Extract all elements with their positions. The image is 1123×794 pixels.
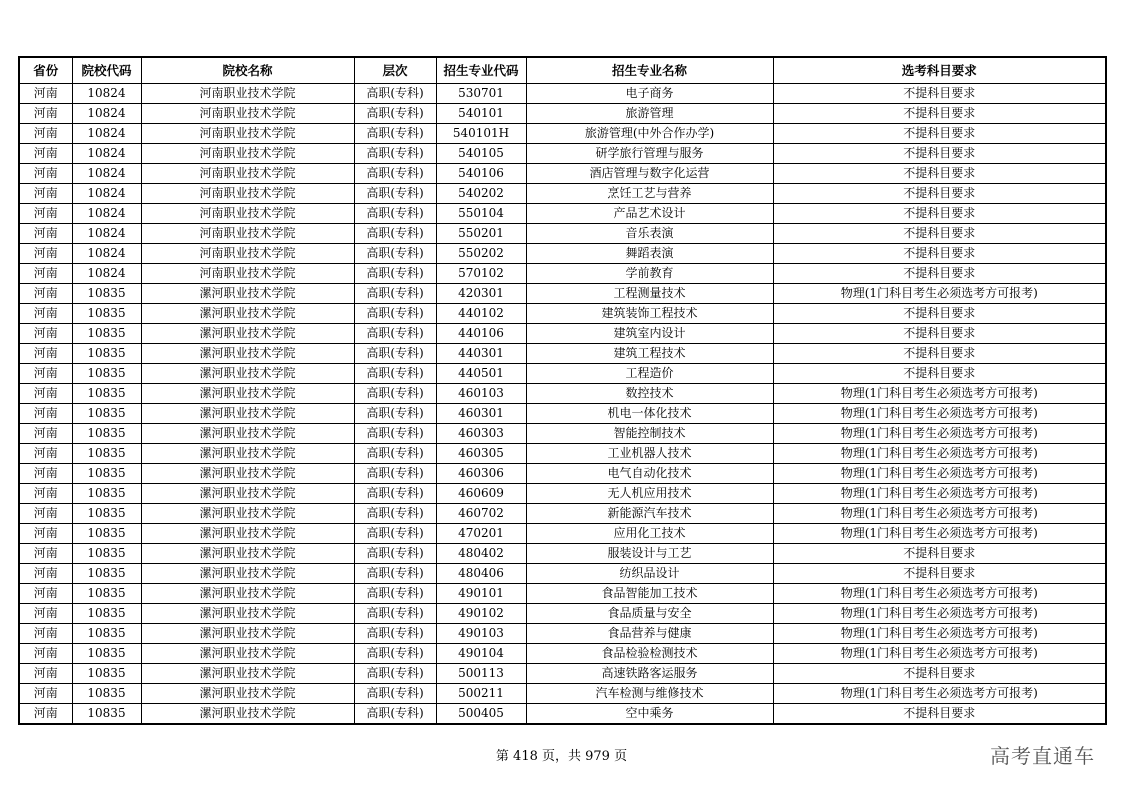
table-cell: 无人机应用技术	[526, 484, 773, 504]
table-cell: 10824	[72, 244, 141, 264]
table-cell: 高职(专科)	[354, 384, 436, 404]
table-cell: 10824	[72, 204, 141, 224]
table-cell: 漯河职业技术学院	[141, 324, 354, 344]
table-row	[19, 564, 1106, 584]
table-cell: 10824	[72, 164, 141, 184]
table-cell: 高职(专科)	[354, 264, 436, 284]
watermark-text: 高考直通车	[990, 744, 1095, 768]
table-cell: 物理(1门科目考生必须选考方可报考)	[773, 464, 1106, 484]
table-cell: 工业机器人技术	[526, 444, 773, 464]
table-cell: 10835	[72, 664, 141, 684]
table-cell: 酒店管理与数字化运营	[526, 164, 773, 184]
table-cell: 食品智能加工技术	[526, 584, 773, 604]
table-cell: 河南	[19, 504, 72, 524]
table-cell: 河南	[19, 704, 72, 725]
table-cell: 570102	[436, 264, 526, 284]
table-row	[19, 704, 1106, 725]
table-row	[19, 684, 1106, 704]
table-cell: 物理(1门科目考生必须选考方可报考)	[773, 484, 1106, 504]
table-cell: 物理(1门科目考生必须选考方可报考)	[773, 524, 1106, 544]
table-cell: 高职(专科)	[354, 144, 436, 164]
table-cell: 10824	[72, 224, 141, 244]
table-row	[19, 424, 1106, 444]
table-cell: 高职(专科)	[354, 164, 436, 184]
table-cell: 460609	[436, 484, 526, 504]
table-cell: 10835	[72, 364, 141, 384]
table-cell: 漯河职业技术学院	[141, 364, 354, 384]
table-cell: 河南职业技术学院	[141, 124, 354, 144]
table-cell: 10824	[72, 84, 141, 104]
table-cell: 高职(专科)	[354, 304, 436, 324]
table-cell: 漯河职业技术学院	[141, 344, 354, 364]
table-cell: 不提科目要求	[773, 164, 1106, 184]
table-row	[19, 84, 1106, 104]
table-cell: 物理(1门科目考生必须选考方可报考)	[773, 584, 1106, 604]
table-row	[19, 184, 1106, 204]
table-cell: 550202	[436, 244, 526, 264]
table-row	[19, 584, 1106, 604]
table-cell: 食品营养与健康	[526, 624, 773, 644]
table-cell: 物理(1门科目考生必须选考方可报考)	[773, 284, 1106, 304]
table-row	[19, 344, 1106, 364]
table-cell: 工程测量技术	[526, 284, 773, 304]
table-cell: 高职(专科)	[354, 464, 436, 484]
table-cell: 河南职业技术学院	[141, 204, 354, 224]
table-cell: 河南职业技术学院	[141, 104, 354, 124]
table-cell: 旅游管理(中外合作办学)	[526, 124, 773, 144]
table-cell: 高职(专科)	[354, 104, 436, 124]
table-cell: 高职(专科)	[354, 604, 436, 624]
table-cell: 河南	[19, 604, 72, 624]
table-row	[19, 604, 1106, 624]
table-cell: 漯河职业技术学院	[141, 684, 354, 704]
table-cell: 电气自动化技术	[526, 464, 773, 484]
table-cell: 490104	[436, 644, 526, 664]
table-cell: 440102	[436, 304, 526, 324]
table-cell: 10835	[72, 444, 141, 464]
table-cell: 河南	[19, 364, 72, 384]
table-cell: 460303	[436, 424, 526, 444]
table-row	[19, 324, 1106, 344]
table-cell: 河南	[19, 524, 72, 544]
table-cell: 10835	[72, 624, 141, 644]
table-cell: 440301	[436, 344, 526, 364]
table-cell: 10835	[72, 384, 141, 404]
table-row	[19, 444, 1106, 464]
table-cell: 不提科目要求	[773, 224, 1106, 244]
table-cell: 460301	[436, 404, 526, 424]
table-row	[19, 284, 1106, 304]
table-cell: 旅游管理	[526, 104, 773, 124]
table-cell: 河南职业技术学院	[141, 184, 354, 204]
table-cell: 河南	[19, 84, 72, 104]
table-cell: 高职(专科)	[354, 344, 436, 364]
table-cell: 440501	[436, 364, 526, 384]
table-cell: 高职(专科)	[354, 404, 436, 424]
table-cell: 河南	[19, 344, 72, 364]
table-cell: 河南	[19, 484, 72, 504]
table-cell: 河南职业技术学院	[141, 164, 354, 184]
table-row	[19, 404, 1106, 424]
table-cell: 产品艺术设计	[526, 204, 773, 224]
table-cell: 高职(专科)	[354, 184, 436, 204]
table-cell: 河南	[19, 564, 72, 584]
table-cell: 音乐表演	[526, 224, 773, 244]
table-cell: 460306	[436, 464, 526, 484]
table-cell: 物理(1门科目考生必须选考方可报考)	[773, 384, 1106, 404]
admission-table	[18, 56, 1107, 725]
table-cell: 530701	[436, 84, 526, 104]
table-cell: 不提科目要求	[773, 364, 1106, 384]
table-cell: 10835	[72, 344, 141, 364]
table-cell: 漯河职业技术学院	[141, 424, 354, 444]
column-header: 层次	[354, 57, 436, 84]
table-cell: 河南	[19, 224, 72, 244]
table-cell: 10824	[72, 264, 141, 284]
table-cell: 不提科目要求	[773, 544, 1106, 564]
table-row	[19, 124, 1106, 144]
table-cell: 不提科目要求	[773, 664, 1106, 684]
table-cell: 漯河职业技术学院	[141, 304, 354, 324]
table-row	[19, 224, 1106, 244]
table-cell: 舞蹈表演	[526, 244, 773, 264]
table-cell: 10835	[72, 584, 141, 604]
table-cell: 工程造价	[526, 364, 773, 384]
table-cell: 10824	[72, 184, 141, 204]
table-cell: 漯河职业技术学院	[141, 384, 354, 404]
table-cell: 不提科目要求	[773, 324, 1106, 344]
table-header-row	[19, 57, 1106, 84]
table-cell: 河南	[19, 444, 72, 464]
table-cell: 数控技术	[526, 384, 773, 404]
table-cell: 高职(专科)	[354, 704, 436, 725]
table-cell: 10835	[72, 544, 141, 564]
table-cell: 高职(专科)	[354, 284, 436, 304]
table-cell: 10835	[72, 644, 141, 664]
table-cell: 漯河职业技术学院	[141, 584, 354, 604]
table-cell: 漯河职业技术学院	[141, 484, 354, 504]
table-cell: 河南	[19, 684, 72, 704]
table-cell: 智能控制技术	[526, 424, 773, 444]
table-cell: 高职(专科)	[354, 364, 436, 384]
table-cell: 建筑工程技术	[526, 344, 773, 364]
table-cell: 高职(专科)	[354, 124, 436, 144]
table-cell: 漯河职业技术学院	[141, 624, 354, 644]
table-cell: 480402	[436, 544, 526, 564]
table-cell: 高职(专科)	[354, 424, 436, 444]
table-cell: 420301	[436, 284, 526, 304]
table-cell: 460305	[436, 444, 526, 464]
table-cell: 应用化工技术	[526, 524, 773, 544]
table-cell: 不提科目要求	[773, 204, 1106, 224]
table-cell: 漯河职业技术学院	[141, 544, 354, 564]
table-cell: 不提科目要求	[773, 564, 1106, 584]
table-cell: 漯河职业技术学院	[141, 644, 354, 664]
table-cell: 550104	[436, 204, 526, 224]
table-row	[19, 304, 1106, 324]
table-cell: 不提科目要求	[773, 344, 1106, 364]
table-cell: 高职(专科)	[354, 324, 436, 344]
table-cell: 高职(专科)	[354, 584, 436, 604]
table-cell: 高职(专科)	[354, 484, 436, 504]
table-cell: 电子商务	[526, 84, 773, 104]
table-cell: 河南	[19, 324, 72, 344]
table-cell: 建筑室内设计	[526, 324, 773, 344]
table-cell: 物理(1门科目考生必须选考方可报考)	[773, 424, 1106, 444]
table-cell: 河南	[19, 304, 72, 324]
table-cell: 10835	[72, 484, 141, 504]
table-cell: 河南	[19, 144, 72, 164]
table-cell: 物理(1门科目考生必须选考方可报考)	[773, 444, 1106, 464]
table-cell: 500113	[436, 664, 526, 684]
table-cell: 物理(1门科目考生必须选考方可报考)	[773, 644, 1106, 664]
table-cell: 490102	[436, 604, 526, 624]
table-cell: 漯河职业技术学院	[141, 704, 354, 725]
table-cell: 490103	[436, 624, 526, 644]
table-row	[19, 464, 1106, 484]
table-cell: 10835	[72, 684, 141, 704]
column-header: 招生专业代码	[436, 57, 526, 84]
table-cell: 不提科目要求	[773, 304, 1106, 324]
table-row	[19, 644, 1106, 664]
table-cell: 物理(1门科目考生必须选考方可报考)	[773, 404, 1106, 424]
table-cell: 高职(专科)	[354, 524, 436, 544]
table-cell: 540105	[436, 144, 526, 164]
table-cell: 不提科目要求	[773, 144, 1106, 164]
table-cell: 河南	[19, 544, 72, 564]
table-cell: 10835	[72, 564, 141, 584]
table-row	[19, 664, 1106, 684]
table-cell: 物理(1门科目考生必须选考方可报考)	[773, 504, 1106, 524]
table-cell: 河南	[19, 264, 72, 284]
table-cell: 建筑装饰工程技术	[526, 304, 773, 324]
page-number: 第 418 页，共 979 页	[495, 749, 628, 764]
table-cell: 河南	[19, 184, 72, 204]
table-cell: 河南	[19, 664, 72, 684]
table-cell: 漯河职业技术学院	[141, 524, 354, 544]
table-cell: 漯河职业技术学院	[141, 464, 354, 484]
table-cell: 物理(1门科目考生必须选考方可报考)	[773, 684, 1106, 704]
table-cell: 10835	[72, 524, 141, 544]
table-cell: 河南	[19, 124, 72, 144]
table-row	[19, 164, 1106, 184]
table-cell: 460702	[436, 504, 526, 524]
table-cell: 不提科目要求	[773, 184, 1106, 204]
table-cell: 10824	[72, 124, 141, 144]
table-cell: 河南职业技术学院	[141, 224, 354, 244]
table-cell: 高职(专科)	[354, 624, 436, 644]
column-header: 选考科目要求	[773, 57, 1106, 84]
table-cell: 不提科目要求	[773, 124, 1106, 144]
table-cell: 540202	[436, 184, 526, 204]
table-cell: 河南职业技术学院	[141, 244, 354, 264]
table-cell: 河南	[19, 404, 72, 424]
table-cell: 河南	[19, 464, 72, 484]
table-cell: 食品质量与安全	[526, 604, 773, 624]
table-cell: 不提科目要求	[773, 104, 1106, 124]
column-header: 招生专业名称	[526, 57, 773, 84]
table-cell: 高职(专科)	[354, 504, 436, 524]
table-cell: 空中乘务	[526, 704, 773, 725]
table-cell: 烹饪工艺与营养	[526, 184, 773, 204]
table-cell: 物理(1门科目考生必须选考方可报考)	[773, 604, 1106, 624]
table-row	[19, 524, 1106, 544]
table-cell: 10835	[72, 504, 141, 524]
table-cell: 不提科目要求	[773, 264, 1106, 284]
table-cell: 食品检验检测技术	[526, 644, 773, 664]
table-row	[19, 244, 1106, 264]
table-cell: 高职(专科)	[354, 224, 436, 244]
table-cell: 河南	[19, 624, 72, 644]
table-cell: 漯河职业技术学院	[141, 504, 354, 524]
table-cell: 470201	[436, 524, 526, 544]
table-cell: 河南	[19, 584, 72, 604]
table-cell: 漯河职业技术学院	[141, 664, 354, 684]
table-cell: 机电一体化技术	[526, 404, 773, 424]
table-cell: 河南	[19, 164, 72, 184]
table-cell: 学前教育	[526, 264, 773, 284]
table-cell: 540101H	[436, 124, 526, 144]
table-cell: 高职(专科)	[354, 544, 436, 564]
table-cell: 河南	[19, 244, 72, 264]
table-row	[19, 544, 1106, 564]
table-cell: 河南职业技术学院	[141, 264, 354, 284]
table-cell: 物理(1门科目考生必须选考方可报考)	[773, 624, 1106, 644]
table-cell: 480406	[436, 564, 526, 584]
table-cell: 10824	[72, 104, 141, 124]
table-cell: 高职(专科)	[354, 684, 436, 704]
table-cell: 10835	[72, 464, 141, 484]
table-cell: 高职(专科)	[354, 204, 436, 224]
table-cell: 服装设计与工艺	[526, 544, 773, 564]
table-cell: 河南	[19, 424, 72, 444]
table-cell: 河南职业技术学院	[141, 84, 354, 104]
table-cell: 不提科目要求	[773, 84, 1106, 104]
table-row	[19, 384, 1106, 404]
table-cell: 高职(专科)	[354, 664, 436, 684]
table-cell: 研学旅行管理与服务	[526, 144, 773, 164]
table-cell: 10835	[72, 604, 141, 624]
table-cell: 河南	[19, 644, 72, 664]
table-cell: 不提科目要求	[773, 244, 1106, 264]
table-row	[19, 484, 1106, 504]
table-cell: 漯河职业技术学院	[141, 444, 354, 464]
table-row	[19, 204, 1106, 224]
table-cell: 河南	[19, 204, 72, 224]
column-header: 院校名称	[141, 57, 354, 84]
table-cell: 540101	[436, 104, 526, 124]
table-cell: 河南	[19, 104, 72, 124]
table-cell: 不提科目要求	[773, 704, 1106, 725]
table-cell: 高职(专科)	[354, 84, 436, 104]
table-row	[19, 504, 1106, 524]
table-cell: 汽车检测与维修技术	[526, 684, 773, 704]
table-cell: 河南	[19, 384, 72, 404]
table-row	[19, 264, 1106, 284]
table-cell: 10835	[72, 304, 141, 324]
table-cell: 10824	[72, 144, 141, 164]
table-cell: 10835	[72, 424, 141, 444]
table-cell: 10835	[72, 404, 141, 424]
table-cell: 河南职业技术学院	[141, 144, 354, 164]
table-cell: 漯河职业技术学院	[141, 564, 354, 584]
table-cell: 500211	[436, 684, 526, 704]
table-body	[19, 84, 1106, 725]
table-cell: 10835	[72, 324, 141, 344]
table-cell: 440106	[436, 324, 526, 344]
column-header: 院校代码	[72, 57, 141, 84]
table-row	[19, 104, 1106, 124]
table-row	[19, 144, 1106, 164]
table-cell: 460103	[436, 384, 526, 404]
table-cell: 高职(专科)	[354, 244, 436, 264]
table-cell: 漯河职业技术学院	[141, 404, 354, 424]
table-cell: 10835	[72, 284, 141, 304]
table-cell: 高职(专科)	[354, 444, 436, 464]
column-header: 省份	[19, 57, 72, 84]
table-cell: 540106	[436, 164, 526, 184]
table-row	[19, 364, 1106, 384]
table-cell: 河南	[19, 284, 72, 304]
table-cell: 纺织品设计	[526, 564, 773, 584]
admission-table-container	[18, 56, 1105, 725]
table-cell: 高职(专科)	[354, 564, 436, 584]
table-cell: 新能源汽车技术	[526, 504, 773, 524]
table-cell: 490101	[436, 584, 526, 604]
table-cell: 高速铁路客运服务	[526, 664, 773, 684]
table-cell: 漯河职业技术学院	[141, 284, 354, 304]
table-row	[19, 624, 1106, 644]
table-cell: 10835	[72, 704, 141, 725]
table-cell: 漯河职业技术学院	[141, 604, 354, 624]
table-cell: 高职(专科)	[354, 644, 436, 664]
table-cell: 550201	[436, 224, 526, 244]
table-cell: 500405	[436, 704, 526, 725]
